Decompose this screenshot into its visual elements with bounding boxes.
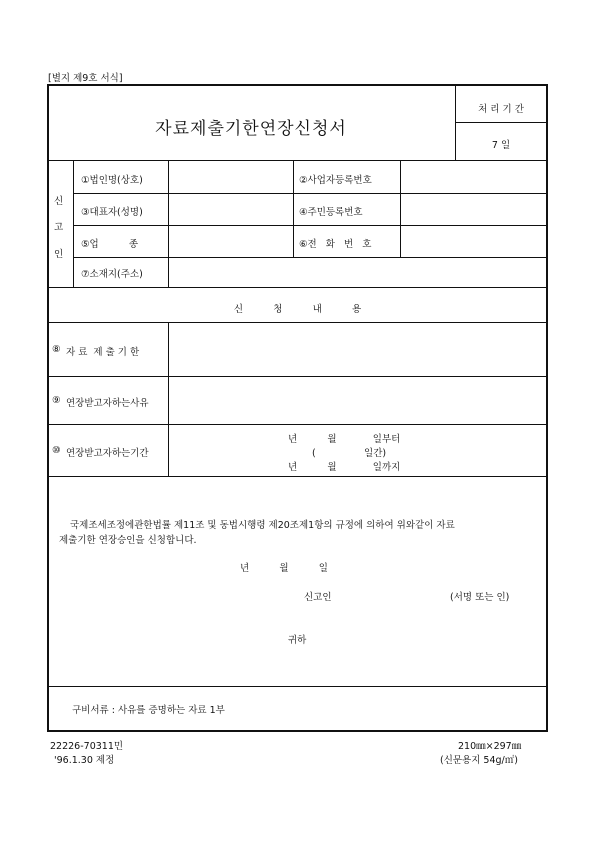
footer-size: 210㎜×297㎜ bbox=[458, 741, 522, 752]
footer-paper: (신문용지 54g/㎡) bbox=[440, 755, 518, 766]
request-label-period: 연장받고자하는기간 bbox=[66, 448, 149, 459]
addressee: 귀하 bbox=[288, 635, 307, 646]
field-label-representative: ③대표자(성명) bbox=[81, 207, 143, 218]
section-header: 신 청 내 용 bbox=[233, 304, 362, 315]
sign-hint: (서명 또는 인) bbox=[450, 592, 510, 603]
field-label-corp-name: ①법인명(상호) bbox=[81, 175, 143, 186]
request-num-8: ⑧ bbox=[52, 344, 61, 355]
statement-line-1: 국제조세조정에관한법률 제11조 및 동법시행령 제20조제1항의 규정에 의하여 위와같이 자료 bbox=[70, 520, 455, 531]
request-label-reason: 연장받고자하는사유 bbox=[66, 398, 149, 409]
processing-period-value: 7 일 bbox=[491, 140, 511, 151]
field-label-address: ⑦소재지(주소) bbox=[81, 269, 143, 280]
form-tag: [별지 제9호 서식] bbox=[48, 73, 123, 84]
footer-date: '96.1.30 제정 bbox=[54, 755, 115, 766]
field-label-business-type: ⑤업 종 bbox=[81, 239, 139, 250]
field-label-resident-reg-no: ④주민등록번호 bbox=[299, 207, 363, 218]
request-num-9: ⑨ bbox=[52, 395, 61, 406]
field-label-phone: ⑥전 화 번 호 bbox=[299, 239, 372, 250]
footer-code: 22226-70311민 bbox=[50, 741, 124, 752]
field-label-business-reg-no: ②사업자등록번호 bbox=[299, 175, 372, 186]
attachments-note: 구비서류 : 사유를 증명하는 자료 1부 bbox=[72, 705, 225, 716]
processing-period-label: 처 리 기 간 bbox=[478, 104, 524, 115]
period-from-line: 년 월 일부터 bbox=[288, 434, 401, 445]
applicant-side-label-2: 고 bbox=[54, 222, 64, 233]
statement-line-2: 제출기한 연장승인을 신청합니다. bbox=[59, 535, 197, 546]
request-label-deadline: 자 료 제 출 기 한 bbox=[66, 347, 140, 358]
applicant-sign-label: 신고인 bbox=[304, 592, 332, 603]
applicant-side-label-1: 신 bbox=[54, 196, 64, 207]
applicant-side-label-3: 인 bbox=[54, 249, 64, 260]
date-line: 년 월 일 bbox=[240, 563, 328, 574]
period-days-line: ( 일간) bbox=[312, 448, 387, 459]
form-title: 자료제출기한연장신청서 bbox=[155, 119, 347, 139]
period-to-line: 년 월 일까지 bbox=[288, 462, 401, 473]
request-num-10: ⑩ bbox=[52, 445, 61, 456]
